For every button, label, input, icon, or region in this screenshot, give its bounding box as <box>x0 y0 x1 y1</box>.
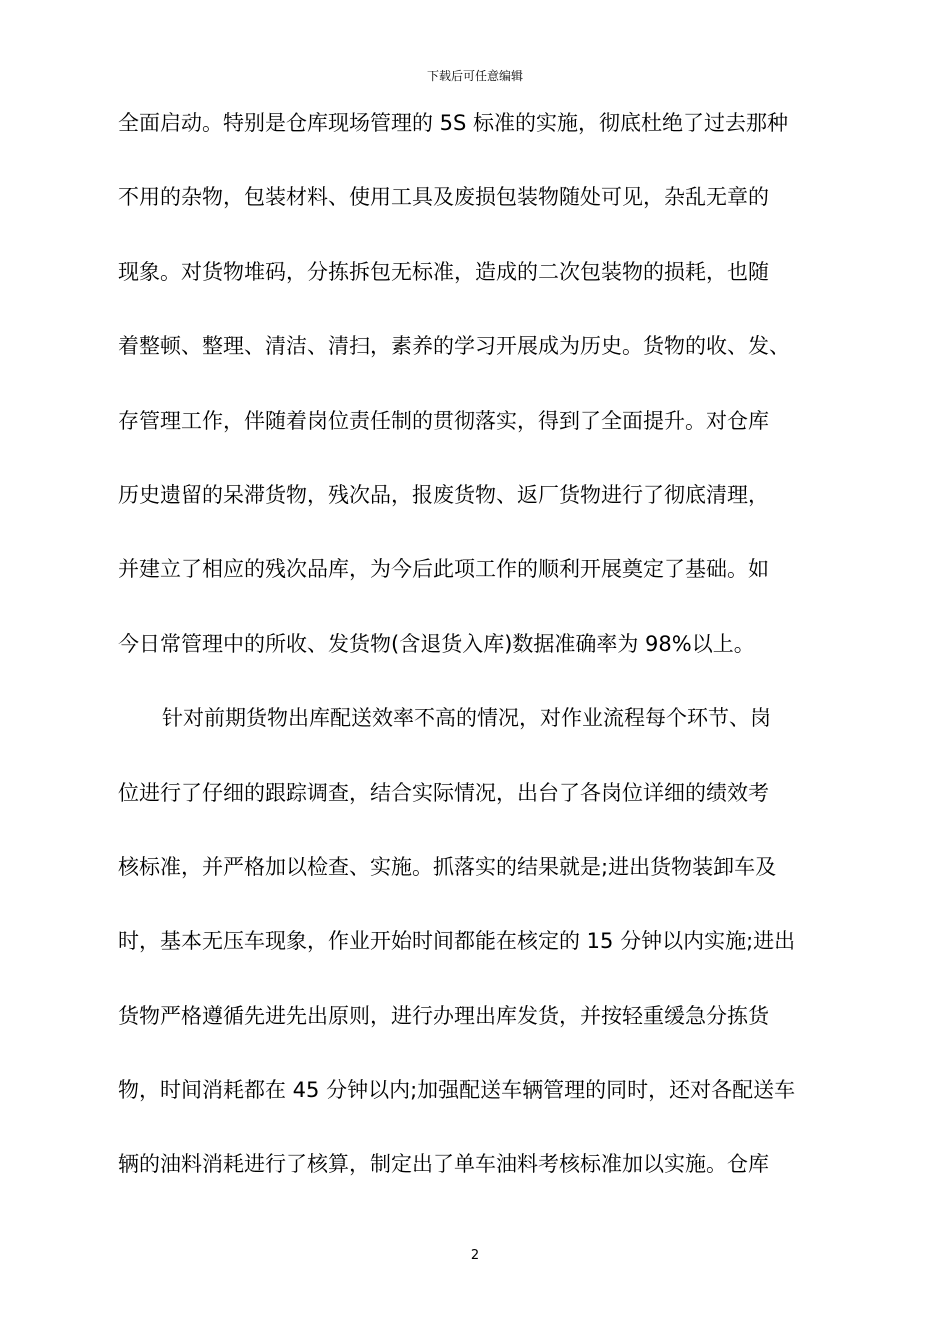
text-line: 物，时间消耗都在 45 分钟以内;加强配送车辆管理的同时，还对各配送车 <box>118 1078 796 1103</box>
text-line: 并建立了相应的残次品库，为今后此项工作的顺利开展奠定了基础。如 <box>118 557 769 582</box>
text-line: 时，基本无压车现象，作业开始时间都能在核定的 15 分钟以内实施;进出 <box>118 929 796 954</box>
text-line: 货物严格遵循先进先出原则，进行办理出库发货，并按轻重缓急分拣货 <box>118 1003 769 1028</box>
text-line: 核标准，并严格加以检查、实施。抓落实的结果就是;进出货物装卸车及 <box>118 854 777 879</box>
text-line: 全面启动。特别是仓库现场管理的 5S 标准的实施，彻底杜绝了过去那种 <box>118 111 789 135</box>
text-line: 辆的油料消耗进行了核算，制定出了单车油料考核标准加以实施。仓库 <box>118 1152 769 1177</box>
page-header: 下载后可任意编辑 <box>426 69 523 83</box>
text-line: 今日常管理中的所收、发货物(含退货入库)数据准确率为 98%以上。 <box>118 631 755 656</box>
text-line: 现象。对货物堆码，分拣拆包无标准，造成的二次包装物的损耗，也随 <box>118 259 769 284</box>
paragraph-start-line: 针对前期货物出库配送效率不高的情况，对作业流程每个环节、岗 <box>162 706 771 731</box>
page-number: 2 <box>470 1248 480 1263</box>
document-body <box>118 100 838 1216</box>
text-line: 着整顿、整理、清洁、清扫，素养的学习开展成为历史。货物的收、发、 <box>118 334 790 359</box>
text-line: 不用的杂物，包装材料、使用工具及废损包装物随处可见，杂乱无章的 <box>118 185 769 210</box>
text-line: 存管理工作，伴随着岗位责任制的贯彻落实，得到了全面提升。对仓库 <box>118 408 769 433</box>
text-line: 位进行了仔细的跟踪调查，结合实际情况，出台了各岗位详细的绩效考 <box>118 780 769 805</box>
text-line: 历史遗留的呆滞货物，残次品，报废货物、返厂货物进行了彻底清理， <box>118 482 769 507</box>
